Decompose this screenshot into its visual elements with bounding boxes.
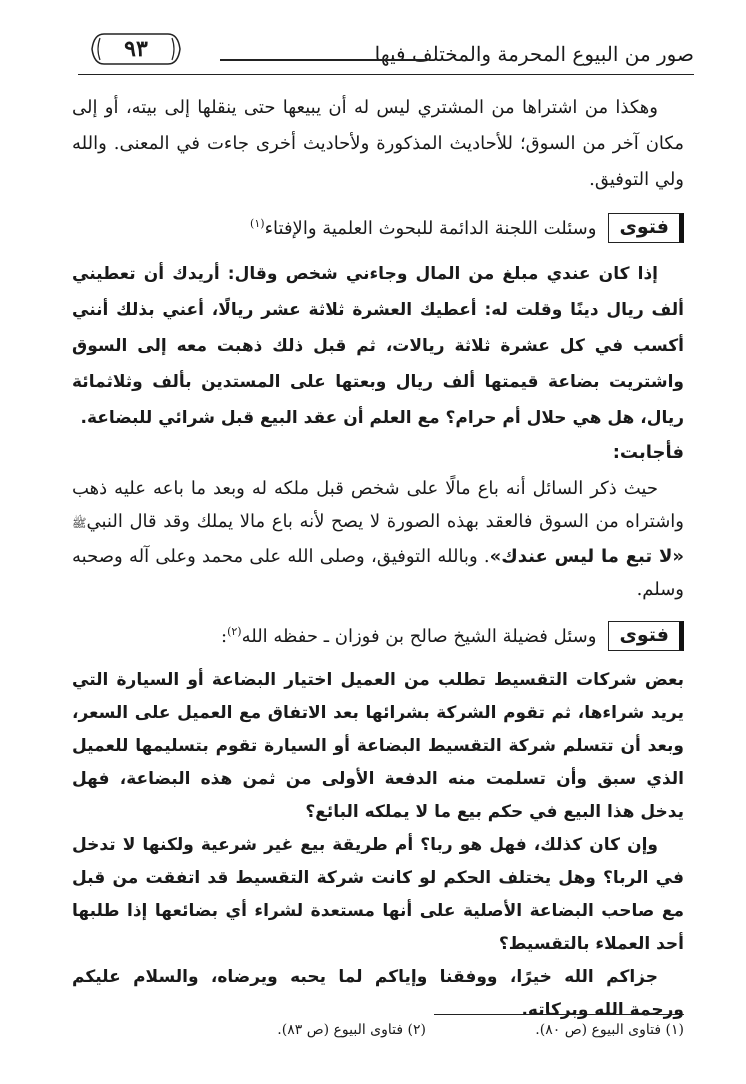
fatwa2-question-part3: جزاكم الله خيرًا، ووفقنا وإياكم لما يحبه ويرضاه، والسلام عليكم ورحمة الله وبركاته. <box>72 967 684 1020</box>
fatwa1-intro-text: وسئلت اللجنة الدائمة للبحوث العلمية والإفتاء <box>264 218 597 239</box>
header-rule <box>220 59 426 61</box>
fatwa1-heading <box>72 208 684 248</box>
fatwa1-answer-text: حيث ذكر السائل أنه باع مالًا على شخص قبل ملكه له وبعد ما باعه عليه ذهب واشتراه من السوق فالعقد بهذه الصورة لا يصح لأنه باع مالا يملك وقد قال النبي <box>72 478 684 532</box>
fatwa-label-box: فتوى <box>608 213 684 243</box>
fatwa2-intro <box>221 625 596 647</box>
footnote-1: (١) فتاوى البيوع (ص ٨٠). <box>535 1022 684 1038</box>
fatwa2-question-part1: بعض شركات التقسيط تطلب من العميل اختيار البضاعة أو السيارة التي يريد شراءها، ثم تقوم الشركة بشرائها بعد الاتفاق مع العميل على السعر، وبعد أن تتسلم شركة التقسيط البضاعة أو السيارة تقوم بتسليمها للعميل الذي سبق وأن تسلمت منه الدفعة الأولى من ثمن هذه البضاعة، فهل يدخل هذا البيع في حكم بيع ما لا يملكه البائع؟ <box>72 670 684 822</box>
answer-label: فأجابت: <box>612 442 684 463</box>
fatwa2-question-part2: وإن كان كذلك، فهل هو ربا؟ أم طريقة بيع غير شرعية ولكنها لا تدخل في الربا؟ وهل يختلف الحكم لو كانت شركة التقسيط قد اتفقت من قبل مع صاحب البضاعة الأصلية على أنها مستعدة لشراء أي بضائعها إذا طلبها أحد العملاء بالتقسيط؟ <box>72 835 684 954</box>
intro-paragraph: وهكذا من اشتراها من المشتري ليس له أن يبيعها حتى ينقلها إلى بيته، أو إلى مكان آخر من السوق؛ للأحاديث المذكورة ولأحاديث أخرى جاءت في المعنى. والله ولي التوفيق. <box>72 97 684 190</box>
footnote-ref-2: (٢) <box>227 625 242 638</box>
page-number-badge <box>90 32 182 66</box>
fatwa1-intro <box>250 217 596 239</box>
fatwa2-heading <box>72 616 684 656</box>
page-header <box>78 30 694 74</box>
page-body <box>72 90 684 1027</box>
hadith-quote: «لا تبع ما ليس عندك» <box>489 546 684 567</box>
fatwa2-intro-text: وسئل فضيلة الشيخ صالح بن فوزان ـ حفظه الله <box>241 626 597 647</box>
fatwa1-closing: . وبالله التوفيق، وصلى الله على محمد وعلى آله وصحبه وسلم. <box>72 546 684 600</box>
footnote-2: (٢) فتاوى البيوع (ص ٨٣). <box>277 1022 426 1038</box>
fatwa2-intro-colon: : <box>220 626 228 647</box>
fatwa1-answer <box>72 472 684 606</box>
header-bottom-rule <box>78 74 694 75</box>
footnote-ref-1: (١) <box>250 217 265 230</box>
fatwa1-question: إذا كان عندي مبلغ من المال وجاءني شخص وقال: أريدك أن تعطيني ألف ريال دينًا وقلت له: أعطيك العشرة ثلاثة عشر ريالًا، أعني بذلك أنني أكسب في كل عشرة ثلاثة ريالات، ثم قبل ذلك ذهبت معه إلى السوق واشتريت بضاعة قيمتها ألف ريال وبعتها على المستدين بألف وثلاثمائة ريال، هل هي حلال أم حرام؟ مع العلم أن عقد البيع قبل شرائي للبضاعة. <box>72 264 684 428</box>
footnote-rule <box>434 1014 684 1015</box>
running-title: صور من البيوع المحرمة والمختلف فيها <box>374 42 694 66</box>
fatwa-label-box: فتوى <box>608 621 684 651</box>
pbuh-glyph: ﷺ <box>72 516 87 530</box>
page-number: ٩٣ <box>124 36 148 62</box>
